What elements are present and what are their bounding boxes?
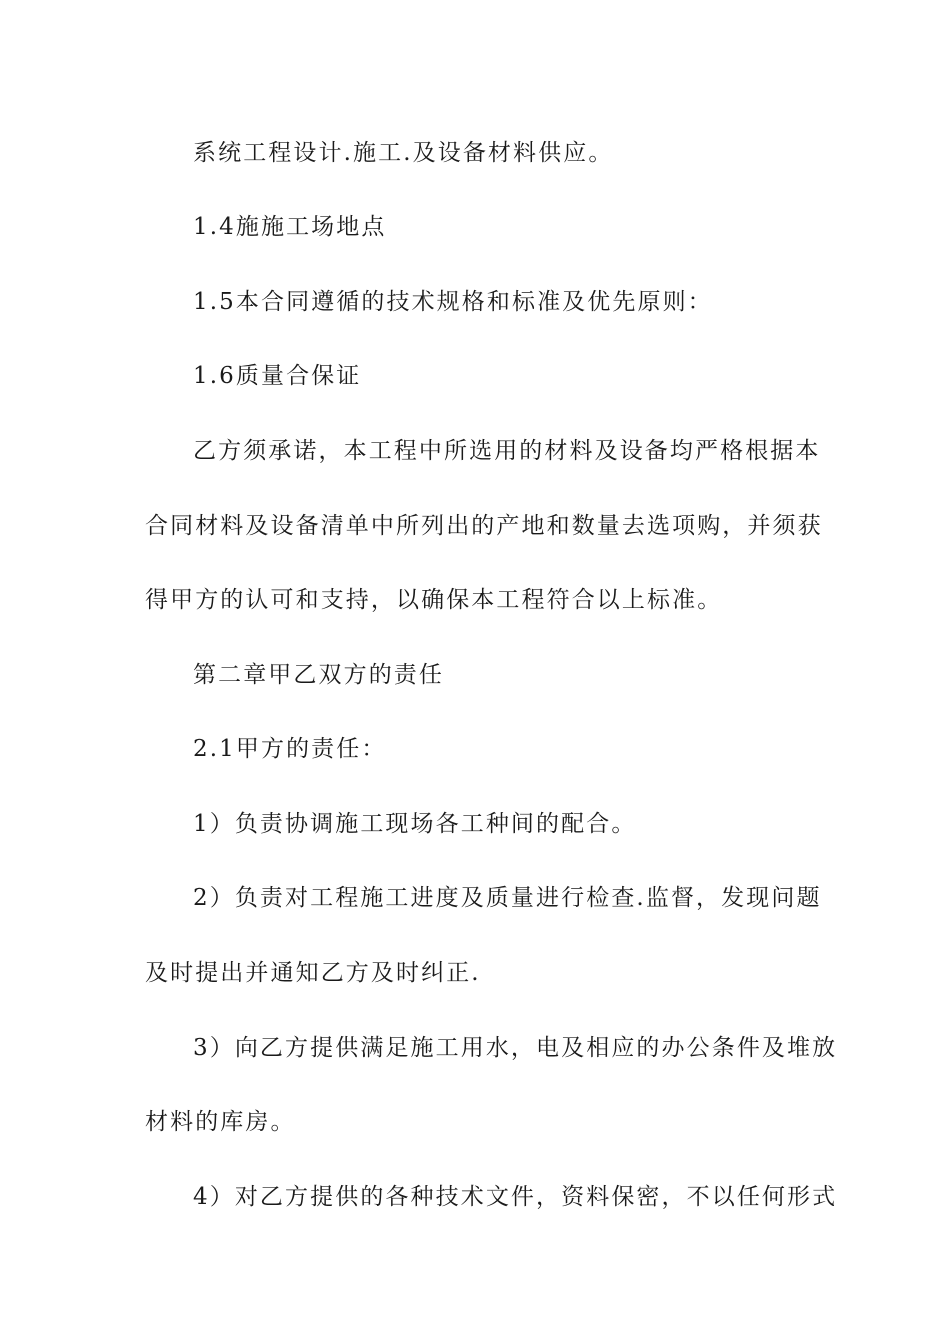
clause-1-5-standards: 1.5本合同遵循的技术规格和标准及优先原则： [193,289,713,315]
item-2-inspection-line-2: 及时提出并通知乙方及时纠正. [145,960,481,986]
item-1-coordination: 1）负责协调施工现场各工种间的配合。 [193,811,637,837]
item-3-provision-line-1: 3）向乙方提供满足施工用水，电及相应的办公条件及堆放 [193,1035,838,1061]
paragraph-scope-supply: 系统工程设计.施工.及设备材料供应。 [193,140,614,166]
paragraph-commitment-line-1: 乙方须承诺，本工程中所选用的材料及设备均严格根据本 [193,438,821,464]
item-2-inspection-line-1: 2）负责对工程施工进度及质量进行检查.监督，发现问题 [193,885,822,911]
chapter-2-heading: 第二章甲乙双方的责任 [193,662,444,688]
item-4-confidentiality: 4）对乙方提供的各种技术文件，资料保密，不以任何形式 [193,1184,838,1210]
clause-2-1-heading: 2.1甲方的责任： [193,736,387,762]
paragraph-commitment-line-2: 合同材料及设备清单中所列出的产地和数量去选项购，并须获 [145,513,823,539]
item-3-provision-line-2: 材料的库房。 [145,1109,296,1135]
clause-1-6-quality: 1.6质量合保证 [193,363,362,389]
paragraph-commitment-line-3: 得甲方的认可和支持，以确保本工程符合以上标准。 [145,587,723,613]
clause-1-4-site: 1.4施施工场地点 [193,214,387,240]
